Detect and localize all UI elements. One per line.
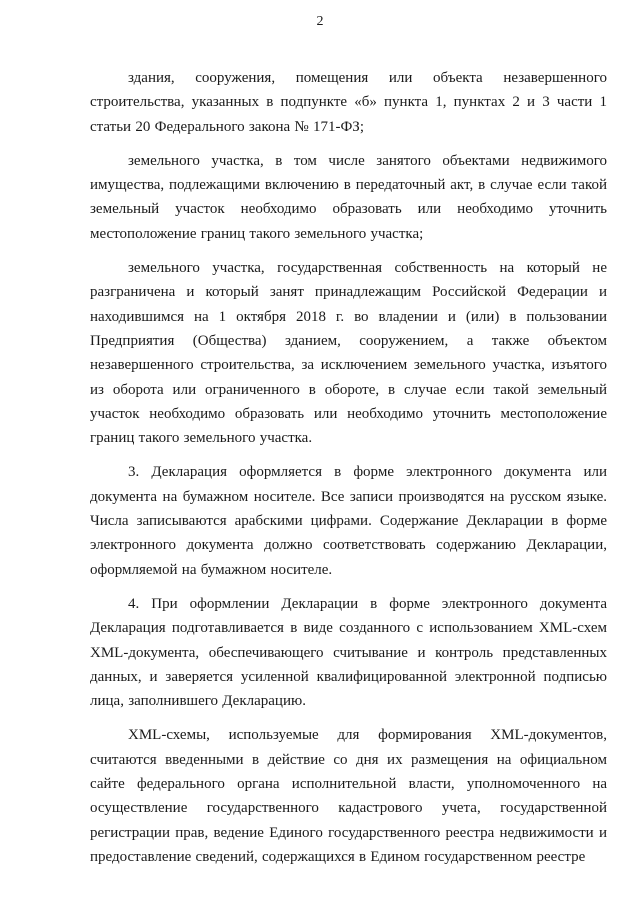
paragraph-item-3: 3. Декларация оформляется в форме электронного документа или документа на бумажном носителе. Все записи производятся на русском языке. Числа записываются арабскими цифрами. Содержание Декларации в форме электронного документа должно соответствовать содержанию Декларации, оформляемой на бумажном носителе.: [90, 464, 607, 578]
paragraph-state-land-plot: земельного участка, государственная собственность на который не разграничена и который занят принадлежащим Российской Федерации и находившимся на 1 октября 2018 г. во владении и (или) в пользовании Предприятия (Общества) зданием, сооружением, а также объектом незавершенного строительства, за исключением земельного участка, изъятого из оборота или ограниченного в обороте, в случае если такой земельный участок необходимо образовать или необходимо уточнить местоположение границ такого земельного участка.: [90, 260, 607, 447]
paragraph-building: здания, сооружения, помещения или объекта незавершенного строительства, указанных в подпункте «б» пункта 1, пунктах 2 и 3 части 1 статьи 20 Федерального закона № 171-ФЗ;: [90, 70, 607, 135]
document-body: [90, 66, 607, 869]
paragraph-land-plot: земельного участка, в том числе занятого объектами недвижимого имущества, подлежащими включению в передаточный акт, в случае если такой земельный участок необходимо образовать или необходимо уточнить местоположение границ такого земельного участка;: [90, 152, 607, 242]
paragraph-xml-schemas: XML-схемы, используемые для формирования XML-документов, считаются введенными в действие со дня их размещения на официальном сайте федерального органа исполнительной власти, уполномоченного на осуществление государственного кадастрового учета, государственной регистрации прав, ведение Единого государственного реестра недвижимости и предоставление сведений, содержащихся в Едином государственном реестре: [90, 727, 607, 865]
page-number: 2: [316, 14, 324, 29]
paragraph-item-4: 4. При оформлении Декларации в форме электронного документа Декларация подготавливается в виде созданного с использованием XML-схем XML-документа, обеспечивающего считывание и контроль представленных данных, и заверяется усиленной квалифицированной электронной подписью лица, заполнившего Декларацию.: [90, 595, 607, 710]
